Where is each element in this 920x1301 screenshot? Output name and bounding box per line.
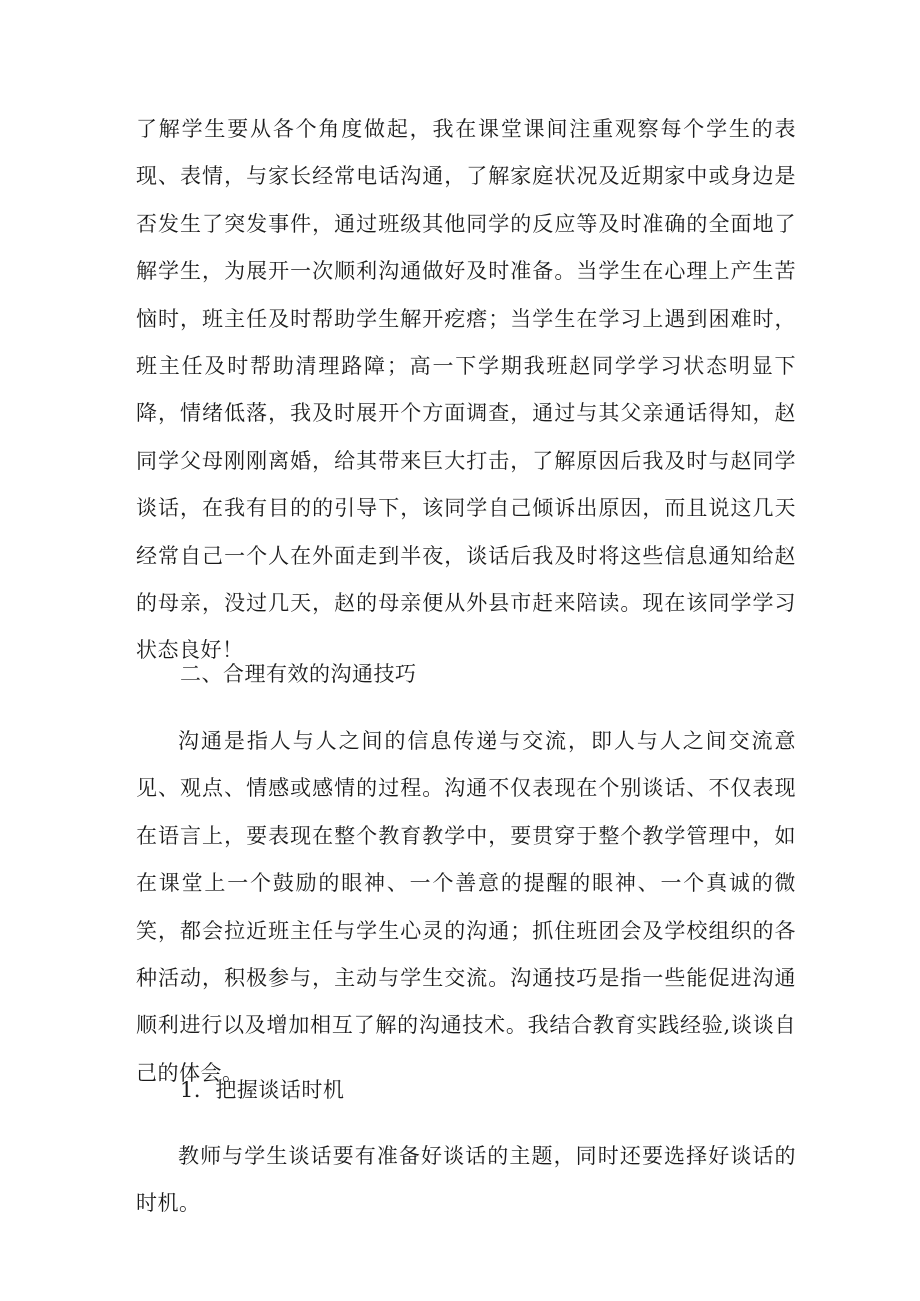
body-paragraph-1: 了解学生要从各个角度做起，我在课堂课间注重观察每个学生的表现、表情，与家长经常电话沟通，了解家庭状况及近期家中或身边是否发生了突发事件，通过班级其他同学的反应等及时准确的全面地了解学生，为展开一次顺利沟通做好及时准备。当学生在心理上产生苦恼时，班主任及时帮助学生解开疙瘩；当学生在学习上遇到困难时，班主任及时帮助清理路障；高一下学期我班赵同学学习状态明显下降，情绪低落，我及时展开个方面调查，通过与其父亲通话得知，赵同学父母刚刚离婚，给其带来巨大打击，了解原因后我及时与赵同学谈话，在我有目的的引导下，该同学自己倾诉出原因，而且说这几天经常自己一个人在外面走到半夜，谈话后我及时将这些信息通知给赵的母亲，没过几天，赵的母亲便从外县市赶来陪读。现在该同学学习状态良好！ <box>136 117 796 663</box>
subsection-heading: 1．把握谈话时机 <box>180 1078 345 1102</box>
body-paragraph-3: 教师与学生谈话要有准备好谈话的主题，同时还要选择好谈话的时机。 <box>136 1144 796 1216</box>
body-paragraph-2: 沟通是指人与人之间的信息传递与交流，即人与人之间交流意见、观点、情感或感情的过程。沟通不仅表现在个别谈话、不仅表现在语言上，要表现在整个教育教学中，要贯穿于整个教学管理中，如在课堂上一个鼓励的眼神、一个善意的提醒的眼神、一个真诚的微笑，都会拉近班主任与学生心灵的沟通；抓住班团会及学校组织的各种活动，积极参与，主动与学生交流。沟通技巧是指一些能促进沟通顺利进行以及增加相互了解的沟通技术。我结合教育实践经验,谈谈自己的体会。 <box>136 729 796 1085</box>
section-heading: 二、合理有效的沟通技巧 <box>180 662 417 686</box>
